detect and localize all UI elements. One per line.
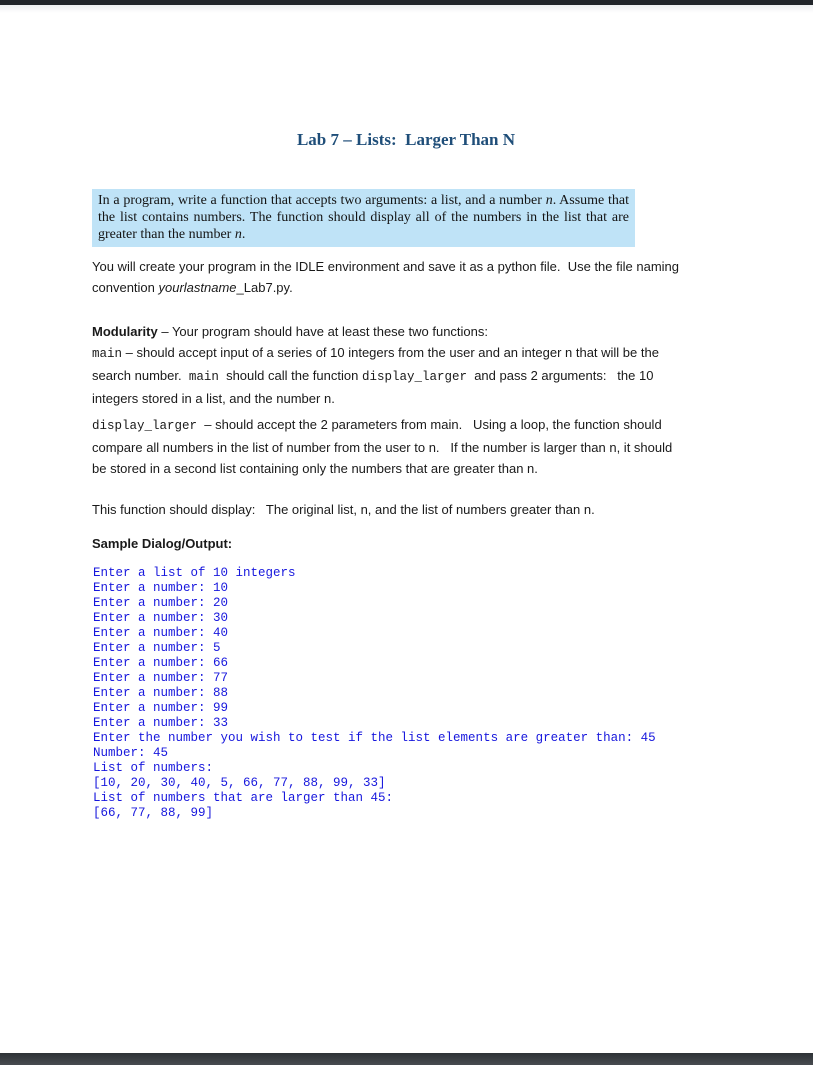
text-segment: n xyxy=(234,227,242,242)
text-segment: display_larger xyxy=(361,370,467,384)
text-segment: In a program, write a function that accepts two arguments: a list, and a number xyxy=(98,193,546,208)
code-line: Enter a list of 10 integers xyxy=(93,566,296,580)
code-line: Enter a number: 5 xyxy=(93,641,221,655)
code-line: [66, 77, 88, 99] xyxy=(93,806,214,820)
code-line: Enter a number: 40 xyxy=(93,626,229,640)
code-line: [10, 20, 30, 40, 5, 66, 77, 88, 99, 33] xyxy=(93,776,386,790)
text-segment: and pass 2 arguments: the 10 xyxy=(466,368,654,383)
text-segment: yourlastname xyxy=(158,280,237,295)
text-segment: _Lab7.py. xyxy=(236,280,293,295)
text-segment: search number. xyxy=(92,368,189,383)
code-line: Enter a number: 99 xyxy=(93,701,229,715)
text-segment: Modularity xyxy=(92,324,158,339)
text-segment: integers stored in a list, and the number n. xyxy=(92,391,335,406)
code-line: Enter a number: 30 xyxy=(93,611,229,625)
text-segment: display_larger xyxy=(92,419,198,433)
sample-output-code-block xyxy=(93,566,656,821)
text-line xyxy=(92,277,679,298)
text-line xyxy=(92,256,679,277)
paragraph-modularity xyxy=(92,321,659,409)
window-bottom-edge xyxy=(0,1053,813,1065)
text-line xyxy=(92,388,659,409)
code-line: List of numbers: xyxy=(93,761,214,775)
text-line xyxy=(92,414,672,437)
text-segment: should call the function xyxy=(218,368,362,383)
paragraph-display-larger xyxy=(92,414,672,479)
text-segment: . xyxy=(241,227,246,242)
text-line xyxy=(92,321,659,342)
text-segment: be stored in a second list containing only the numbers that are greater than n. xyxy=(92,461,538,476)
code-line: Enter the number you wish to test if the list elements are greater than: 45 xyxy=(93,731,656,745)
sample-dialog-heading: Sample Dialog/Output: xyxy=(92,536,233,551)
page-title: Lab 7 – Lists: Larger Than N xyxy=(296,130,516,149)
text-line xyxy=(92,458,672,479)
text-line xyxy=(92,342,659,365)
text-segment: main xyxy=(188,370,219,384)
text-line xyxy=(92,365,659,388)
text-segment: – should accept the 2 parameters from main. Using a loop, the function should xyxy=(197,417,662,432)
text-segment: – Your program should have at least these two functions: xyxy=(157,324,488,339)
code-line: Number: 45 xyxy=(93,746,169,760)
assignment-quote-box xyxy=(92,189,635,247)
code-line: Enter a number: 88 xyxy=(93,686,229,700)
code-line: List of numbers that are larger than 45: xyxy=(93,791,394,805)
text-segment: main xyxy=(92,347,123,361)
text-line xyxy=(92,437,672,458)
text-segment: . Assume that the list contains numbers. The function should display all of the numbers in the list that are greater than the number xyxy=(98,193,629,242)
code-line: Enter a number: 10 xyxy=(93,581,229,595)
text-segment: convention xyxy=(92,280,159,295)
text-line xyxy=(92,499,595,520)
text-segment: This function should display: The original list, n, and the list of numbers greater than n. xyxy=(92,502,595,517)
code-line: Enter a number: 20 xyxy=(93,596,229,610)
text-segment: You will create your program in the IDLE environment and save it as a python file. Use the file naming xyxy=(92,259,679,274)
code-line: Enter a number: 33 xyxy=(93,716,229,730)
window-top-shadow xyxy=(0,5,813,13)
paragraph-intro xyxy=(92,256,679,298)
code-line: Enter a number: 77 xyxy=(93,671,229,685)
text-segment: n xyxy=(545,193,553,208)
paragraph-function-display xyxy=(92,499,595,520)
code-line: Enter a number: 66 xyxy=(93,656,229,670)
text-segment: – should accept input of a series of 10 integers from the user and an integer n that will be the xyxy=(122,345,659,360)
text-segment: compare all numbers in the list of number from the user to n. If the number is larger than n, it should xyxy=(92,440,673,455)
